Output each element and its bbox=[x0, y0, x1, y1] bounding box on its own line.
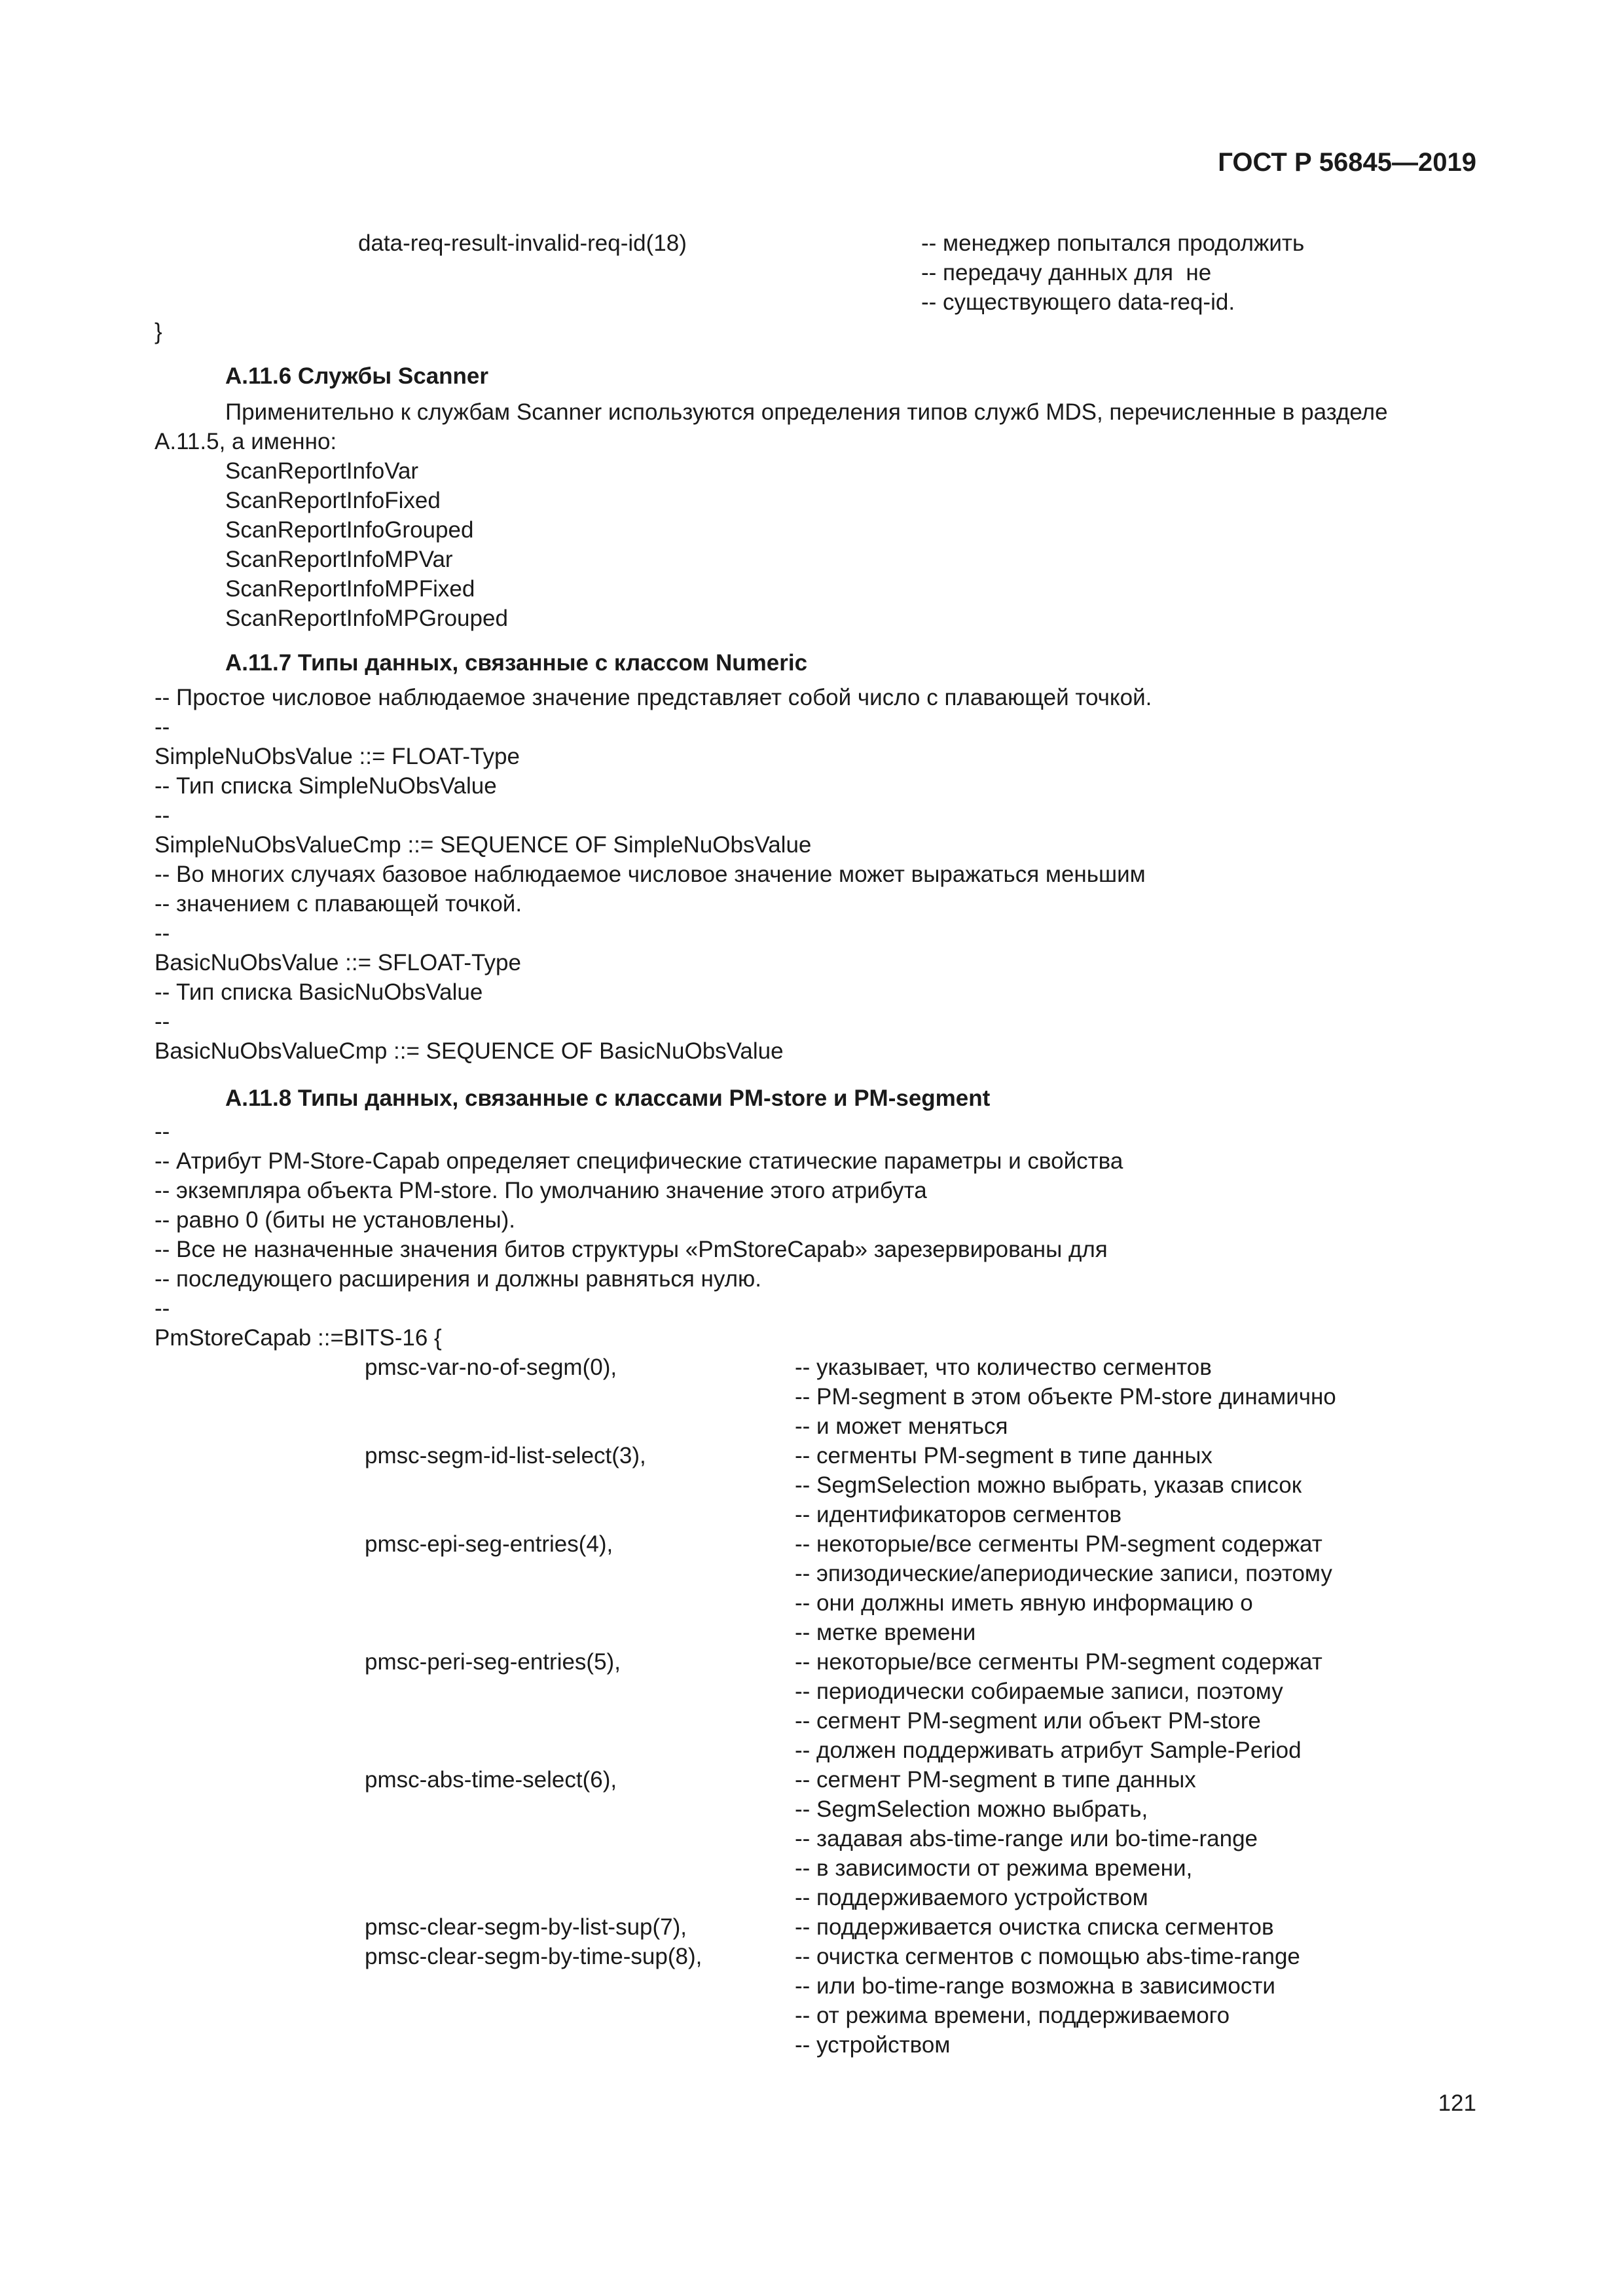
code-line: BasicNuObsValue ::= SFLOAT-Type bbox=[155, 950, 521, 975]
code-line: PmStoreCapab ::=BITS-16 { bbox=[155, 1325, 442, 1351]
bit-label: pmsc-peri-seg-entries(5), bbox=[365, 1649, 621, 1675]
code-line: -- Все не назначенные значения битов структуры «PmStoreCapab» зарезервированы для bbox=[155, 1237, 1108, 1262]
code-line: -- bbox=[155, 1009, 170, 1034]
paragraph-line: Применительно к службам Scanner используются определения типов служб MDS, перечисленные в разделе bbox=[225, 399, 1388, 425]
code-line: BasicNuObsValueCmp ::= SEQUENCE OF BasicNuObsValue bbox=[155, 1038, 784, 1064]
bit-label: pmsc-var-no-of-segm(0), bbox=[365, 1355, 617, 1380]
section-heading: A.11.6 Службы Scanner bbox=[225, 363, 489, 389]
document-header: ГОСТ Р 56845—2019 bbox=[1218, 148, 1476, 177]
bit-comment: -- некоторые/все сегменты PM-segment содержат bbox=[795, 1531, 1322, 1557]
bit-comment: -- сегменты PM-segment в типе данных bbox=[795, 1443, 1213, 1468]
code-line: -- Тип списка SimpleNuObsValue bbox=[155, 773, 497, 799]
bit-comment: -- идентификаторов сегментов bbox=[795, 1502, 1122, 1527]
list-item: ScanReportInfoGrouped bbox=[225, 517, 474, 543]
closing-brace: } bbox=[155, 319, 162, 344]
bit-comment: -- эпизодические/апериодические записи, поэтому bbox=[795, 1561, 1332, 1586]
bit-comment: -- сегмент PM-segment или объект PM-store bbox=[795, 1708, 1261, 1734]
code-line: -- последующего расширения и должны равняться нулю. bbox=[155, 1266, 761, 1292]
bit-comment: -- PM-segment в этом объекте PM-store динамично bbox=[795, 1384, 1336, 1410]
bit-comment: -- устройством bbox=[795, 2032, 951, 2058]
bit-comment: -- от режима времени, поддерживаемого bbox=[795, 2003, 1230, 2028]
bit-comment: -- SegmSelection можно выбрать, указав список bbox=[795, 1472, 1302, 1498]
code-label: data-req-result-invalid-req-id(18) bbox=[358, 230, 687, 256]
bit-comment: -- метке времени bbox=[795, 1620, 976, 1645]
code-line: -- bbox=[155, 920, 170, 946]
section-heading: A.11.8 Типы данных, связанные с классами PM-store и PM-segment bbox=[225, 1085, 991, 1111]
page-number: 121 bbox=[1438, 2090, 1476, 2116]
bit-label: pmsc-clear-segm-by-time-sup(8), bbox=[365, 1944, 702, 1969]
code-line: -- равно 0 (биты не установлены). bbox=[155, 1207, 515, 1233]
code-line: SimpleNuObsValueCmp ::= SEQUENCE OF SimpleNuObsValue bbox=[155, 832, 812, 858]
list-item: ScanReportInfoMPFixed bbox=[225, 576, 475, 602]
code-comment: -- передачу данных для не bbox=[921, 260, 1212, 285]
bit-comment: -- задавая abs-time-range или bo-time-range bbox=[795, 1826, 1258, 1851]
code-line: -- bbox=[155, 1119, 170, 1144]
bit-label: pmsc-clear-segm-by-list-sup(7), bbox=[365, 1914, 687, 1940]
bit-comment: -- некоторые/все сегменты PM-segment содержат bbox=[795, 1649, 1322, 1675]
bit-comment: -- должен поддерживать атрибут Sample-Period bbox=[795, 1738, 1302, 1763]
code-comment: -- менеджер попытался продолжить bbox=[921, 230, 1305, 256]
code-line: -- bbox=[155, 1296, 170, 1321]
bit-comment: -- и может меняться bbox=[795, 1413, 1008, 1439]
paragraph-line: A.11.5, а именно: bbox=[155, 429, 337, 454]
code-line: -- значением с плавающей точкой. bbox=[155, 891, 522, 917]
bit-label: pmsc-segm-id-list-select(3), bbox=[365, 1443, 646, 1468]
code-line: -- bbox=[155, 714, 170, 740]
bit-comment: -- поддерживаемого устройством bbox=[795, 1885, 1148, 1910]
code-line: -- экземпляра объекта PM-store. По умолчанию значение этого атрибута bbox=[155, 1178, 927, 1203]
list-item: ScanReportInfoVar bbox=[225, 458, 419, 484]
code-line: -- Тип списка BasicNuObsValue bbox=[155, 979, 483, 1005]
bit-comment: -- поддерживается очистка списка сегментов bbox=[795, 1914, 1274, 1940]
bit-comment: -- периодически собираемые записи, поэтому bbox=[795, 1679, 1283, 1704]
bit-comment: -- в зависимости от режима времени, bbox=[795, 1855, 1193, 1881]
list-item: ScanReportInfoFixed bbox=[225, 488, 441, 513]
section-heading: A.11.7 Типы данных, связанные с классом Numeric bbox=[225, 650, 808, 676]
bit-comment: -- сегмент PM-segment в типе данных bbox=[795, 1767, 1196, 1793]
code-line: -- Простое числовое наблюдаемое значение представляет собой число с плавающей точкой. bbox=[155, 685, 1152, 710]
list-item: ScanReportInfoMPGrouped bbox=[225, 606, 508, 631]
code-line: -- Во многих случаях базовое наблюдаемое числовое значение может выражаться меньшим bbox=[155, 862, 1146, 887]
code-comment: -- существующего data-req-id. bbox=[921, 289, 1235, 315]
list-item: ScanReportInfoMPVar bbox=[225, 547, 453, 572]
bit-comment: -- SegmSelection можно выбрать, bbox=[795, 1796, 1148, 1822]
bit-label: pmsc-abs-time-select(6), bbox=[365, 1767, 617, 1793]
code-line: -- bbox=[155, 803, 170, 828]
bit-comment: -- они должны иметь явную информацию о bbox=[795, 1590, 1253, 1616]
bit-comment: -- или bo-time-range возможна в зависимости bbox=[795, 1973, 1275, 1999]
code-line: SimpleNuObsValue ::= FLOAT-Type bbox=[155, 744, 520, 769]
bit-comment: -- указывает, что количество сегментов bbox=[795, 1355, 1212, 1380]
code-line: -- Атрибут PM-Store-Capab определяет специфические статические параметры и свойства bbox=[155, 1148, 1123, 1174]
bit-label: pmsc-epi-seg-entries(4), bbox=[365, 1531, 613, 1557]
bit-comment: -- очистка сегментов с помощью abs-time-range bbox=[795, 1944, 1300, 1969]
